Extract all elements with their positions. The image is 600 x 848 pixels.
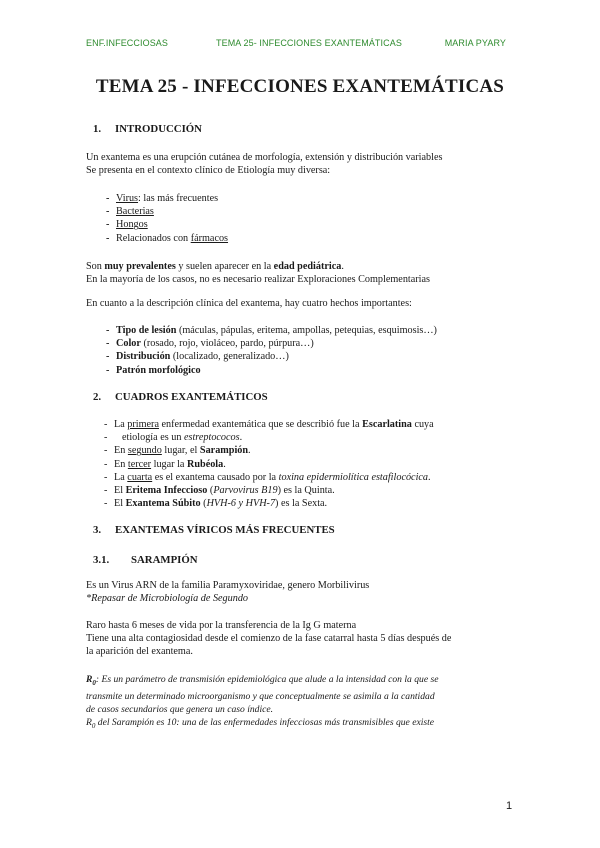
header-author: MARIA PYARY xyxy=(444,38,506,48)
list-item-continuation: - etiología es un estreptococos. xyxy=(86,431,516,444)
list-item: - El Eritema Infeccioso (Parvovirus B19) es la Quinta. xyxy=(86,484,516,497)
section-1-heading: 1. INTRODUCCIÓN xyxy=(93,123,202,135)
measles-contagion-paragraph: Raro hasta 6 meses de vida por la transferencia de la Ig G materna Tiene una alta contagiosidad desde el comienzo de la fase catarral hasta 5 días después de la aparición del exantema. xyxy=(86,620,452,658)
list-item: - Bacterias xyxy=(86,205,516,218)
list-item: - Virus: las más frecuentes xyxy=(86,192,516,205)
list-item: - Color (rosado, rojo, violáceo, pardo, púrpura…) xyxy=(86,337,516,350)
list-item: - Tipo de lesión (máculas, pápulas, eritema, ampollas, petequias, esquimosis…) xyxy=(86,324,516,337)
page-number: 1 xyxy=(506,800,513,812)
list-item: - Patrón morfológico xyxy=(86,364,516,377)
list-item: - La cuarta es el exantema causado por la toxina epidermiolítica estafilocócica. xyxy=(86,471,516,484)
list-item: - En tercer lugar la Rubéola. xyxy=(86,458,516,471)
list-item: - La primera enfermedad exantemática que se describió fue la Escarlatina cuya xyxy=(86,418,516,431)
list-item: - Hongos xyxy=(86,218,516,231)
exanthem-history-list xyxy=(86,418,516,510)
header-subject: ENF.INFECCIOSAS xyxy=(86,38,169,48)
section-3-1-heading: 3.1. SARAMPIÓN xyxy=(93,554,198,566)
list-item: - Distribución (localizado, generalizado…) xyxy=(86,350,516,363)
prevalence-paragraph: Son muy prevalentes y suelen aparecer en la edad pediátrica. En la mayoría de los casos, no es necesario realizar Exploraciones Complementarias xyxy=(86,261,430,286)
section-3-heading: 3. EXANTEMAS VÍRICOS MÁS FRECUENTES xyxy=(93,524,335,536)
list-item: - El Exantema Súbito (HVH-6 y HVH-7) es la Sexta. xyxy=(86,497,516,510)
measles-virus-paragraph: Es un Virus ARN de la familia Paramyxoviridae, genero Morbilivirus *Repasar de Microbiología de Segundo xyxy=(86,580,370,605)
document-title: TEMA 25 - INFECCIONES EXANTEMÁTICAS xyxy=(95,76,505,97)
header-topic: TEMA 25- INFECCIONES EXANTEMÁTICAS xyxy=(216,38,402,48)
list-item: - Relacionados con fármacos xyxy=(86,232,516,245)
clinical-description-paragraph: En cuanto a la descripción clínica del exantema, hay cuatro hechos importantes: xyxy=(86,298,412,309)
list-item: - En segundo lugar, el Sarampión. xyxy=(86,444,516,457)
intro-paragraph: Un exantema es una erupción cutánea de morfología, extensión y distribución variables Se presenta en el contexto clínico de Etiología muy diversa: xyxy=(86,152,443,177)
etiology-list xyxy=(86,192,516,245)
r0-definition: $R_0$: Es un parámetro de transmisión epidemiológica que alude a la intensidad con la que se transmite un determinado microorganismo y que conceptualmente se asimila a la cantidad de casos secundarios que genera un caso índice. $R_0$ del Sarampión es 10: una de las enfermedades infecciosas más transmisibles que existe xyxy=(86,674,439,730)
clinical-facts-list xyxy=(86,324,516,377)
section-2-heading: 2. CUADROS EXANTEMÁTICOS xyxy=(93,391,268,403)
